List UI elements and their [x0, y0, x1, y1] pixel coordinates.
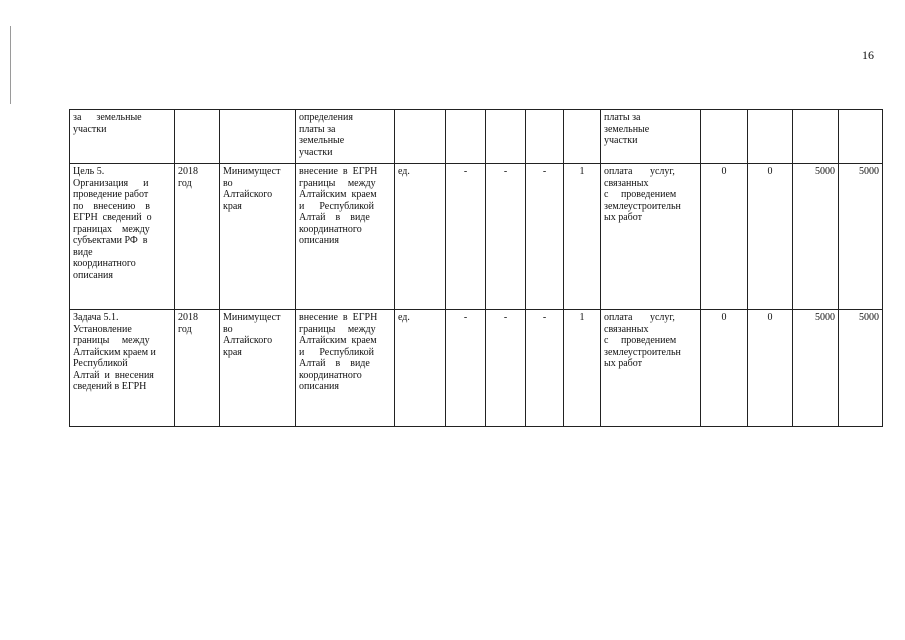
continuation-cell	[793, 110, 839, 164]
funding-direction-cell-line: с проведением	[604, 189, 677, 200]
event-name-cell-line: Алтайским краем и	[73, 346, 156, 358]
event-name-cell-line: сведений в ЕГРН	[73, 381, 147, 392]
event-name-cell-line: Алтай и внесения	[73, 369, 154, 381]
executor-cell-line: Алтайского	[223, 335, 273, 346]
indicator-value-cell: -	[446, 310, 486, 427]
unit-cell: ед.	[395, 164, 446, 310]
funding-value-cell: 0	[701, 164, 748, 310]
year-cell-line: 2018	[178, 166, 198, 177]
continuation-cell-line: определения	[299, 112, 353, 123]
executor-cell-line: края	[223, 200, 242, 212]
funding-direction-cell-line: связанных	[604, 323, 649, 335]
executor-cell	[220, 310, 296, 427]
indicator-cell	[296, 164, 395, 310]
continuation-cell-line: платы за	[299, 123, 336, 135]
page-number: 16	[862, 48, 874, 62]
event-name-cell-line: координатного	[73, 258, 136, 269]
executor-cell-line: Алтайского	[223, 189, 273, 200]
event-name-cell	[70, 310, 175, 427]
continuation-cell	[446, 110, 486, 164]
indicator-cell-line: Алтай в виде	[299, 212, 370, 223]
event-name-cell-line: Республикой	[73, 358, 128, 369]
event-name-cell-line: ЕГРН сведений о	[73, 212, 152, 223]
continuation-cell-line: платы за	[604, 112, 641, 123]
continuation-cell-line: участки	[73, 123, 107, 135]
binding-margin-line	[10, 26, 11, 104]
event-name-cell-line: Задача 5.1.	[73, 312, 119, 323]
continuation-cell	[526, 110, 564, 164]
year-cell-line: год	[178, 323, 192, 335]
program-table	[69, 109, 883, 427]
continuation-cell	[748, 110, 793, 164]
executor-cell	[220, 164, 296, 310]
indicator-cell-line: внесение в ЕГРН	[299, 166, 378, 177]
funding-value-cell: 5000	[793, 310, 839, 427]
indicator-cell-line: Алтай в виде	[299, 358, 370, 369]
event-name-cell-line: Установление	[73, 323, 132, 335]
executor-cell-line: Минимущест	[223, 312, 281, 323]
funding-direction-cell-line: ых работ	[604, 212, 642, 223]
indicator-cell-line: координатного	[299, 369, 362, 381]
continuation-cell	[395, 110, 446, 164]
indicator-cell-line: границы между	[299, 177, 376, 189]
continuation-cell-line: земельные	[299, 135, 345, 146]
continuation-cell	[175, 110, 220, 164]
indicator-value-cell: -	[526, 164, 564, 310]
executor-cell-line: края	[223, 346, 242, 358]
indicator-cell-line: описания	[299, 235, 340, 246]
continuation-cell	[564, 110, 601, 164]
year-cell-line: 2018	[178, 312, 198, 323]
funding-value-cell: 0	[701, 310, 748, 427]
table-row	[70, 164, 883, 310]
event-name-cell-line: границах между	[73, 223, 150, 235]
indicator-cell-line: и Республикой	[299, 346, 375, 358]
executor-cell-line: во	[223, 177, 233, 189]
indicator-cell-line: Алтайским краем	[299, 335, 377, 346]
table-row-continuation	[70, 110, 883, 164]
funding-direction-cell-line: с проведением	[604, 335, 677, 346]
indicator-value-cell: -	[486, 164, 526, 310]
indicator-cell-line: и Республикой	[299, 200, 375, 212]
continuation-cell-line: участки	[299, 146, 333, 158]
event-name-cell	[70, 164, 175, 310]
indicator-value-cell: 1	[564, 164, 601, 310]
funding-value-cell: 0	[748, 310, 793, 427]
funding-value-cell: 5000	[839, 164, 883, 310]
indicator-cell-line: внесение в ЕГРН	[299, 312, 378, 323]
indicator-cell-line: Алтайским краем	[299, 189, 377, 200]
continuation-cell	[839, 110, 883, 164]
event-name-cell-line: по внесению в	[73, 200, 151, 212]
event-name-cell-line: границы между	[73, 335, 150, 346]
indicator-cell-line: границы между	[299, 323, 376, 335]
event-name-cell-line: описания	[73, 269, 114, 281]
indicator-value-cell: 1	[564, 310, 601, 427]
continuation-cell	[601, 110, 701, 164]
continuation-cell	[701, 110, 748, 164]
funding-direction-cell-line: ых работ	[604, 358, 642, 369]
indicator-cell-line: координатного	[299, 223, 362, 235]
event-name-cell-line: Цель 5.	[73, 166, 105, 177]
event-name-cell-line: субъектами РФ в	[73, 235, 148, 246]
funding-direction-cell-line: оплата услуг,	[604, 312, 675, 323]
event-name-cell-line: виде	[73, 246, 93, 258]
funding-direction-cell-line: оплата услуг,	[604, 166, 675, 177]
year-cell-line: год	[178, 177, 192, 189]
continuation-cell	[296, 110, 395, 164]
continuation-cell	[486, 110, 526, 164]
funding-value-cell: 0	[748, 164, 793, 310]
funding-direction-cell-line: связанных	[604, 177, 649, 189]
continuation-cell	[70, 110, 175, 164]
funding-value-cell: 5000	[793, 164, 839, 310]
continuation-cell-line: земельные	[604, 123, 650, 135]
indicator-value-cell: -	[526, 310, 564, 427]
funding-direction-cell	[601, 164, 701, 310]
funding-direction-cell	[601, 310, 701, 427]
year-cell	[175, 164, 220, 310]
executor-cell-line: во	[223, 323, 233, 335]
continuation-cell-line: участки	[604, 135, 638, 146]
year-cell	[175, 310, 220, 427]
indicator-cell	[296, 310, 395, 427]
continuation-cell-line: за земельные	[73, 112, 142, 123]
event-name-cell-line: проведение работ	[73, 189, 149, 200]
indicator-cell-line: описания	[299, 381, 340, 392]
event-name-cell-line: Организация и	[73, 177, 149, 189]
table-row	[70, 310, 883, 427]
continuation-cell	[220, 110, 296, 164]
executor-cell-line: Минимущест	[223, 166, 281, 177]
funding-value-cell: 5000	[839, 310, 883, 427]
funding-direction-cell-line: землеустроительн	[604, 200, 681, 212]
indicator-value-cell: -	[486, 310, 526, 427]
funding-direction-cell-line: землеустроительн	[604, 346, 681, 358]
indicator-value-cell: -	[446, 164, 486, 310]
unit-cell: ед.	[395, 310, 446, 427]
